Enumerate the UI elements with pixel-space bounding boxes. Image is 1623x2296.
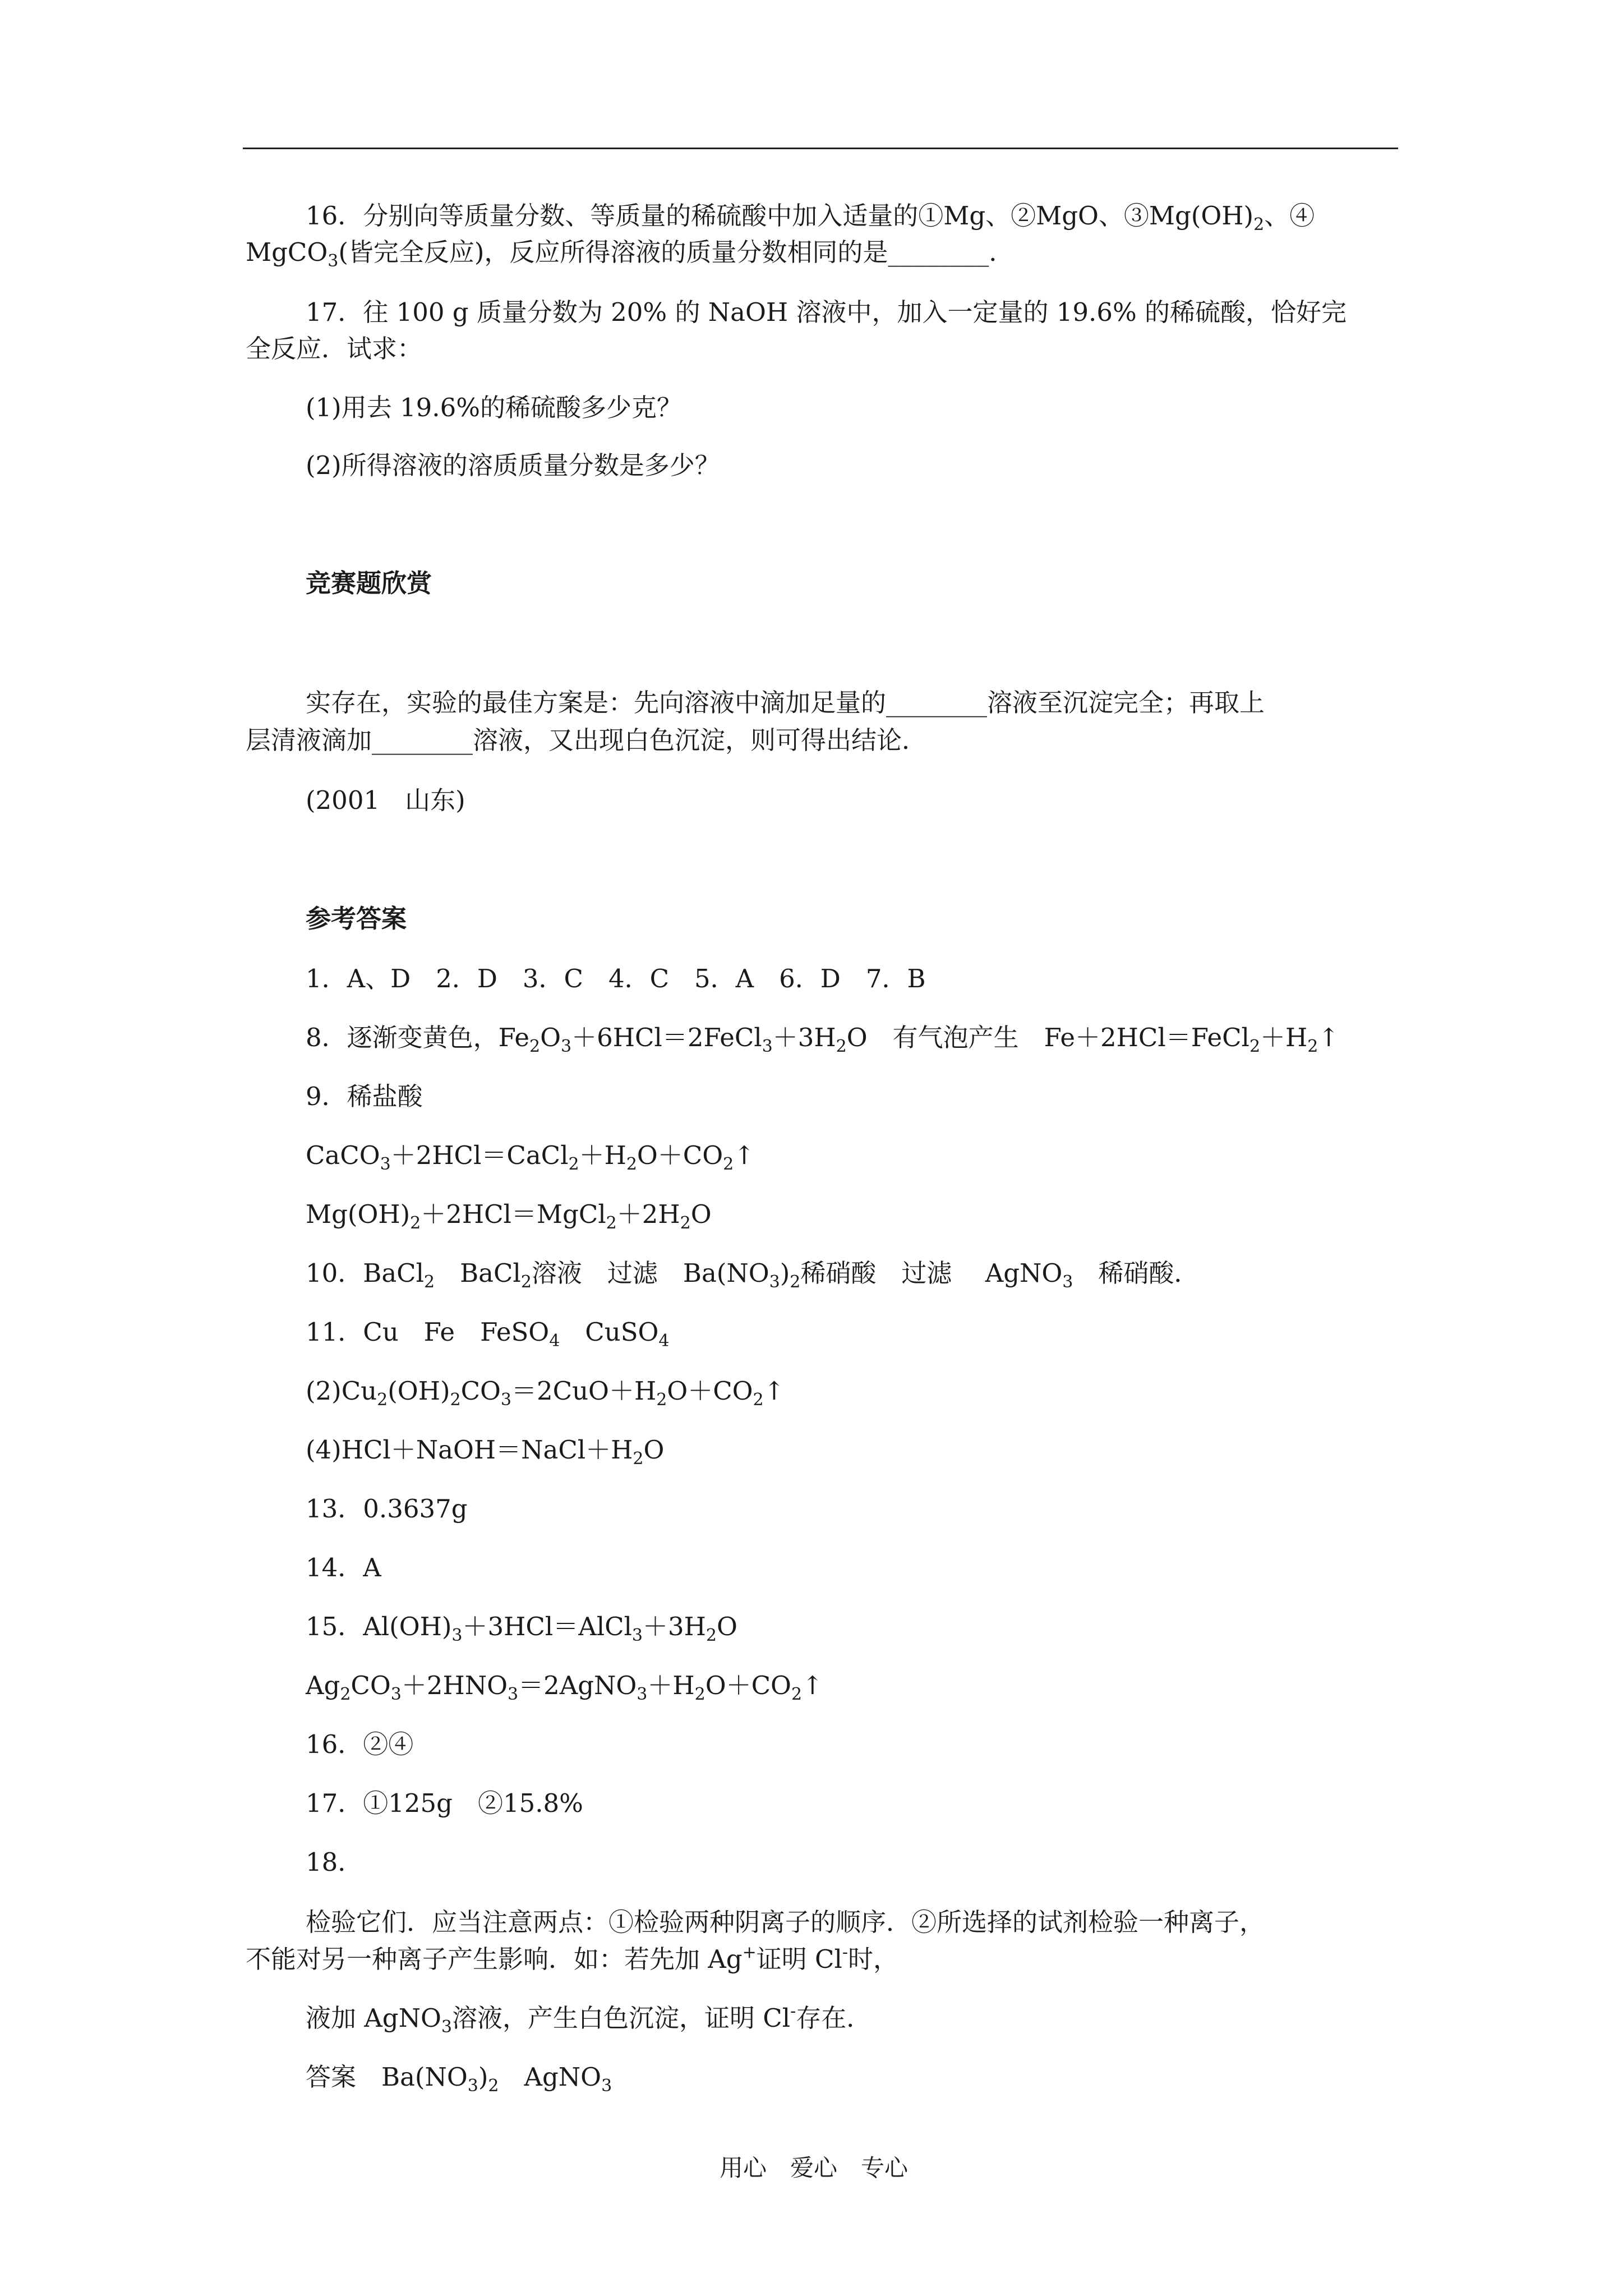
competition-line2: 层清液滴加________溶液，又出现白色沉淀，则可得出结论．: [246, 725, 928, 755]
answer-17: 17．①125g ②15.8%: [306, 1788, 583, 1818]
page-footer: 用心 爱心 专心: [720, 2154, 909, 2182]
answer-16: 16．②④: [306, 1729, 414, 1759]
answer-18-final: 答案 $Ba(NO_3)_2$ AgNO$_3$: [306, 2062, 612, 2096]
answer-1-7: 1．A、D 2．D 3．C 4．C 5．A 6．D 7．B: [306, 964, 926, 993]
answer-15-equation-1: 15．$Al(OH)_3+3HCl=AlCl_3+3H_2O$: [306, 1612, 737, 1645]
answer-14: 14．A: [306, 1553, 381, 1582]
competition-heading: 竞赛题欣赏: [306, 568, 432, 598]
answer-15-equation-2: $Ag_2CO_3+2HNO_3=2AgNO_3+H_2O+CO_2↑$: [306, 1671, 823, 1704]
q16-line1: 16．分别向等质量分数、等质量的稀硫酸中加入适量的①Mg、②MgO、$③Mg(OH)_2$、④: [306, 201, 1315, 234]
answer-8: 8．逐渐变黄色，$Fe_2O_3+6HCl=2FeCl_3+3H_2O$ 有气泡产生 $Fe+2HCl=FeCl_2+H_2↑$: [306, 1023, 1340, 1056]
answer-9: 9．稀盐酸: [306, 1082, 423, 1111]
competition-source: (2001 山东): [306, 785, 465, 815]
q17-line1: 17．往 100 g 质量分数为 20% 的 NaOH 溶液中，加入一定量的 19.6% 的稀硫酸，恰好完: [306, 297, 1347, 327]
answer-18-line1: 检验它们．应当注意两点：①检验两种阴离子的顺序．②所选择的试剂检验一种离子，: [306, 1907, 1265, 1937]
answer-11-part-2: $(2)Cu_2(OH)_2CO_3=2CuO+H_2O+CO_2↑$: [306, 1376, 785, 1410]
q17-sub1: (1)用去 19.6%的稀硫酸多少克？: [306, 393, 683, 422]
q16-line2: MgCO$_3$(皆完全反应)，反应所得溶液的质量分数相同的是________．: [246, 237, 1015, 271]
answer-18-line3: 液加 AgNO$_3$溶液，产生白色沉淀，证明 Cl-存在．: [306, 2001, 872, 2037]
answer-18: 18．: [306, 1847, 363, 1877]
answer-10: 10．BaCl$_2$ BaCl$_2$溶液 过滤 $Ba(NO_3)_2$稀硝酸 过滤 AgNO$_3$ 稀硝酸．: [306, 1258, 1200, 1292]
answers-heading: 参考答案: [306, 904, 407, 933]
answer-9-equation-2: $Mg(OH)_2+2HCl=MgCl_2+2H_2O$: [306, 1199, 712, 1233]
answer-9-equation-1: $CaCO_3+2HCl=CaCl_2+H_2O+CO_2↑$: [306, 1140, 755, 1174]
answer-11-part-4: $(4)HCl+NaOH=NaCl+H_2O$: [306, 1435, 665, 1469]
answer-11: 11．Cu Fe FeSO$_4$ CuSO$_4$: [306, 1317, 670, 1351]
answer-13: 13．0.3637g: [306, 1494, 468, 1524]
competition-line1: 实存在，实验的最佳方案是：先向溶液中滴加足量的________溶液至沉淀完全；再取上: [306, 688, 1265, 717]
header-rule: [243, 148, 1398, 149]
answer-18-line2: 不能对另一种离子产生影响．如：若先加 Ag+证明 Cl-时，: [246, 1943, 899, 1974]
q17-line2: 全反应．试求：: [246, 334, 423, 364]
q17-sub2: (2)所得溶液的溶质质量分数是多少？: [306, 450, 720, 480]
